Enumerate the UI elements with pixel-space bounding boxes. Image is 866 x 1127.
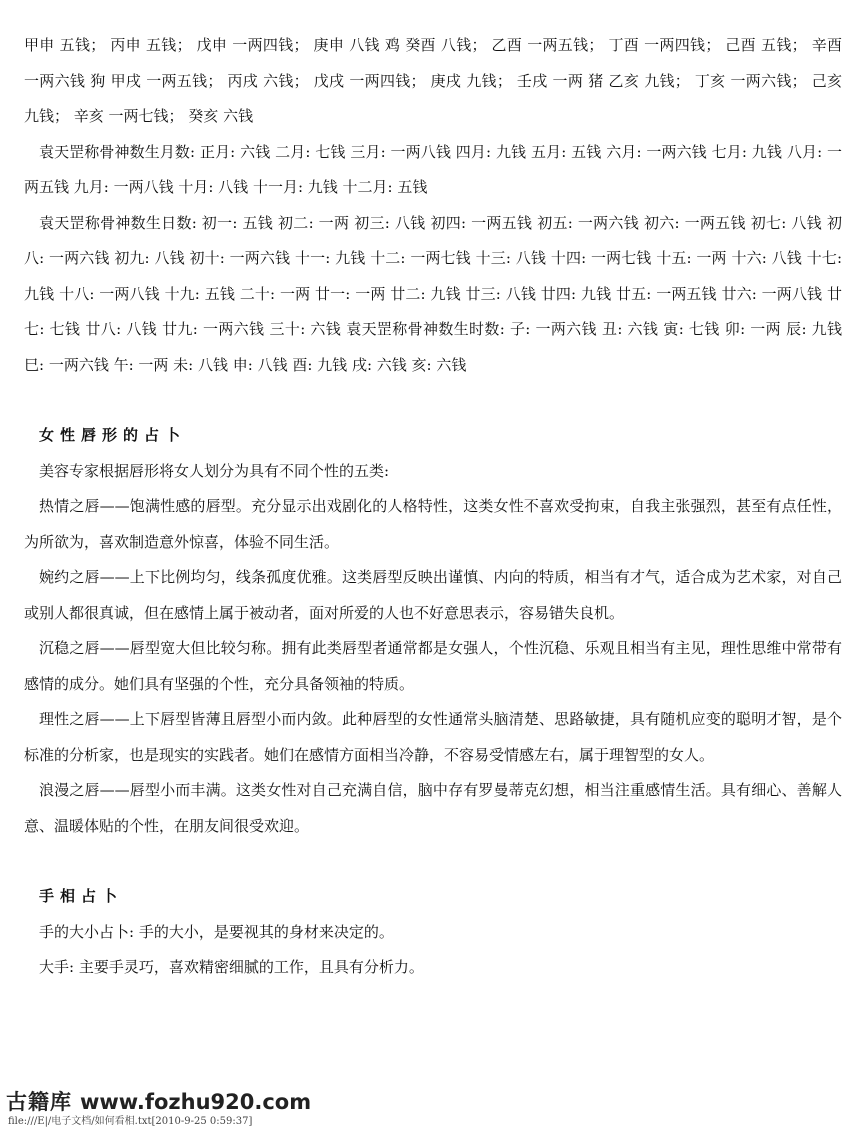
paragraph: 浪漫之唇——唇型小而丰满。这类女性对自己充满自信，脑中存有罗曼蒂克幻想，相当注重感情生活。具有细心、善解人意、温暖体贴的个性，在朋友间很受欢迎。 <box>24 781 842 835</box>
section-heading: 手相占卜 <box>39 887 124 905</box>
paragraph: 婉约之唇——上下比例均匀，线条孤度优雅。这类唇型反映出谨慎、内向的特质，相当有才气，适合成为艺术家，对自己或别人都很真诚，但在感情上属于被动者，面对所爱的人也不好意思表示，容易错失良机。 <box>24 568 842 622</box>
paragraph: 理性之唇——上下唇型皆薄且唇型小而内敛。此种唇型的女性通常头脑清楚、思路敏捷，具有随机应变的聪明才智，是个标准的分析家，也是现实的实践者。她们在感情方面相当冷静，不容易受情感左右，属于理智型的女人。 <box>24 710 842 764</box>
site-url-link[interactable]: www.fozhu920.com <box>80 1090 312 1114</box>
paragraph: 甲申 五钱； 丙申 五钱； 戊申 一两四钱； 庚申 八钱 鸡 癸酉 八钱； 乙酉 一两五钱； 丁酉 一两四钱； 己酉 五钱； 辛酉 一两六钱 狗 甲戌 一两五钱； 丙戌 六钱； 戊戌 一两四钱； 庚戌 九钱； 壬戌 一两 猪 乙亥 九钱； 丁亥 一两六钱； 己亥 九钱； 辛亥 一两七钱； 癸亥 六钱 <box>24 36 842 125</box>
paragraph: 美容专家根据唇形将女人划分为具有不同个性的五类: <box>39 461 390 480</box>
paragraph: 袁天罡称骨神数生日数: 初一: 五钱 初二: 一两 初三: 八钱 初四: 一两五钱 初五: 一两六钱 初六: 一两五钱 初七: 八钱 初八: 一两六钱 初九: 八钱 初十: 一两六钱 十一: 九钱 十二: 一两七钱 十三: 八钱 十四: 一两七钱 十五: 一两 十六: 八钱 十七: 九钱 十八: 一两八钱 十九: 五钱 二十: 一两 廿一: 一两 廿二: 九钱 廿三: 八钱 廿四: 九钱 廿五: 一两五钱 廿六: 一两八钱 廿七: 七钱 廿八: 八钱 廿九: 一两六钱 三十: 六钱 袁天罡称骨神数生时数: 子: 一两六钱 丑: 六钱 寅: 七钱 卯: 一两 辰: 九钱 巳: 一两六钱 午: 一两 未: 八钱 申: 八钱 酉: 九钱 戌: 六钱 亥: 六钱 <box>24 213 842 374</box>
paragraph: 袁天罡称骨神数生月数: 正月: 六钱 二月: 七钱 三月: 一两八钱 四月: 九钱 五月: 五钱 六月: 一两六钱 七月: 九钱 八月: 一两五钱 九月: 一两八钱 十月: 八钱 十一月: 九钱 十二月: 五钱 <box>24 142 842 196</box>
section-spacer <box>24 844 842 879</box>
document-body <box>24 28 842 986</box>
paragraph: 沉稳之唇——唇型宽大但比较匀称。拥有此类唇型者通常都是女强人，个性沉稳、乐观且相当有主见，理性思维中常带有感情的成分。她们具有坚强的个性，充分具备领袖的特质。 <box>24 639 842 693</box>
paragraph: 手的大小占卜: 手的大小，是要视其的身材来决定的。 <box>39 922 394 941</box>
section-spacer <box>24 383 842 418</box>
page-footer <box>6 1086 311 1127</box>
paragraph: 大手: 主要手灵巧，喜欢精密细腻的工作，且具有分析力。 <box>39 958 424 976</box>
file-path-label: file:///E|/电子文档/如何看相.txt[2010-9-25 0:59:37] <box>8 1116 253 1127</box>
section-heading: 女性唇形的占卜 <box>39 426 187 444</box>
paragraph: 热情之唇——饱满性感的唇型。充分显示出戏剧化的人格特性，这类女性不喜欢受拘束，自我主张强烈，甚至有点任性，为所欲为，喜欢制造意外惊喜，体验不同生活。 <box>24 497 842 551</box>
logo-text: 古籍库 <box>6 1090 72 1114</box>
